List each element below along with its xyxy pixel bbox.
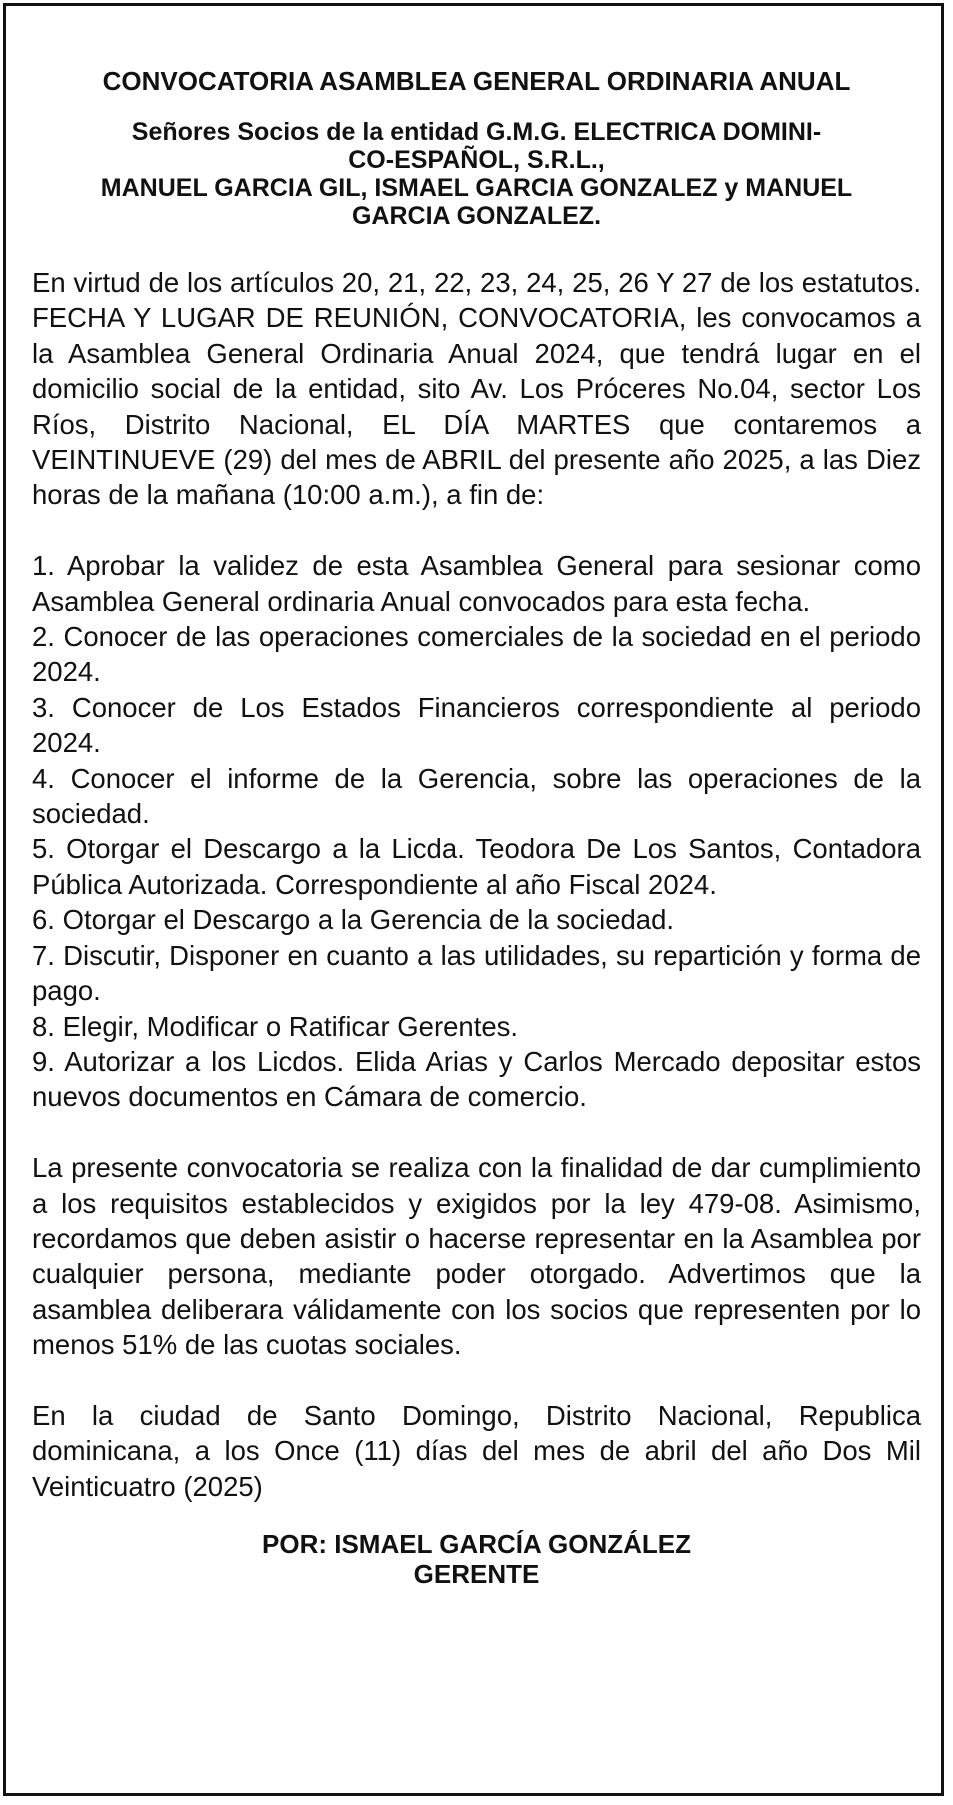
agenda-item: 4. Conocer el informe de la Gerencia, sobre las operaciones de la sociedad.: [32, 762, 921, 830]
purpose-paragraph: La presente convocatoria se realiza con la finalidad de dar cumplimiento a los requisitos establecidos y exigidos por la ley 479-08. Asimismo, recordamos que deben asistir o hacerse representar en la Asamblea por cualquier persona, mediante poder otorgado. Advertimos que la asamblea deliberara válidamente con los socios que representen por lo menos 51% de las cuotas sociales.: [32, 1152, 921, 1361]
addressee-line: GARCIA GONZALEZ.: [351, 202, 602, 230]
agenda-item: 8. Elegir, Modificar o Ratificar Gerentes.: [32, 1010, 519, 1042]
addressee-block: [32, 118, 921, 230]
agenda-item: 3. Conocer de Los Estados Financieros correspondiente al periodo 2024.: [32, 691, 921, 759]
agenda-item: 9. Autorizar a los Licdos. Elida Arias y Carlos Mercado depositar estos nuevos documentos en Cámara de comercio.: [32, 1045, 921, 1113]
agenda-list: [32, 548, 921, 1115]
addressee-line: Señores Socios de la entidad G.M.G. ELECTRICA DOMINI-: [131, 118, 822, 146]
agenda-item: 5. Otorgar el Descargo a la Licda. Teodora De Los Santos, Contadora Pública Autorizada. Correspondiente al año Fiscal 2024.: [32, 833, 921, 900]
spacer: [32, 1363, 921, 1398]
spacer: [32, 1115, 921, 1150]
agenda-item: 7. Discutir, Disponer en cuanto a las utilidades, su repartición y forma de pago.: [32, 939, 921, 1007]
intro-paragraph: En virtud de los artículos 20, 21, 22, 23, 24, 25, 26 Y 27 de los estatutos. FECHA Y LUGAR DE REUNIÓN, CONVOCATORIA, les convocamos a la Asamblea General Ordinaria Anual 2024, que tendrá lugar en el domicilio social de la entidad, sito Av. Los Próceres No.04, sector Los Ríos, Distrito Nacional, EL DÍA MARTES que contaremos a VEINTINUEVE (29) del mes de ABRIL del presente año 2025, a las Diez horas de la mañana (10:00 a.m.), a fin de:: [32, 267, 921, 511]
notice-content: [32, 66, 921, 1589]
signatory-title: GERENTE: [413, 1559, 540, 1590]
addressee-line: CO-ESPAÑOL, S.R.L.,: [348, 146, 605, 174]
notice-title: CONVOCATORIA ASAMBLEA GENERAL ORDINARIA ANUAL: [102, 66, 851, 96]
agenda-item: 1. Aprobar la validez de esta Asamblea General para sesionar como Asamblea General ordinaria Anual convocados para esta fecha.: [32, 550, 921, 617]
signature-block: [32, 1529, 921, 1589]
agenda-item: 2. Conocer de las operaciones comerciales de la sociedad en el periodo 2024.: [32, 621, 921, 688]
agenda-item: 6. Otorgar el Descargo a la Gerencia de la sociedad.: [32, 904, 675, 936]
signatory-name: POR: ISMAEL GARCÍA GONZÁLEZ: [262, 1529, 691, 1560]
spacer: [32, 513, 921, 548]
place-date-paragraph: En la ciudad de Santo Domingo, Distrito Nacional, Republica dominicana, a los Once (11) días del mes de abril del año Dos Mil Veinticuatro (2025): [32, 1399, 921, 1502]
addressee-line: MANUEL GARCIA GIL, ISMAEL GARCIA GONZALEZ y MANUEL: [100, 174, 853, 202]
